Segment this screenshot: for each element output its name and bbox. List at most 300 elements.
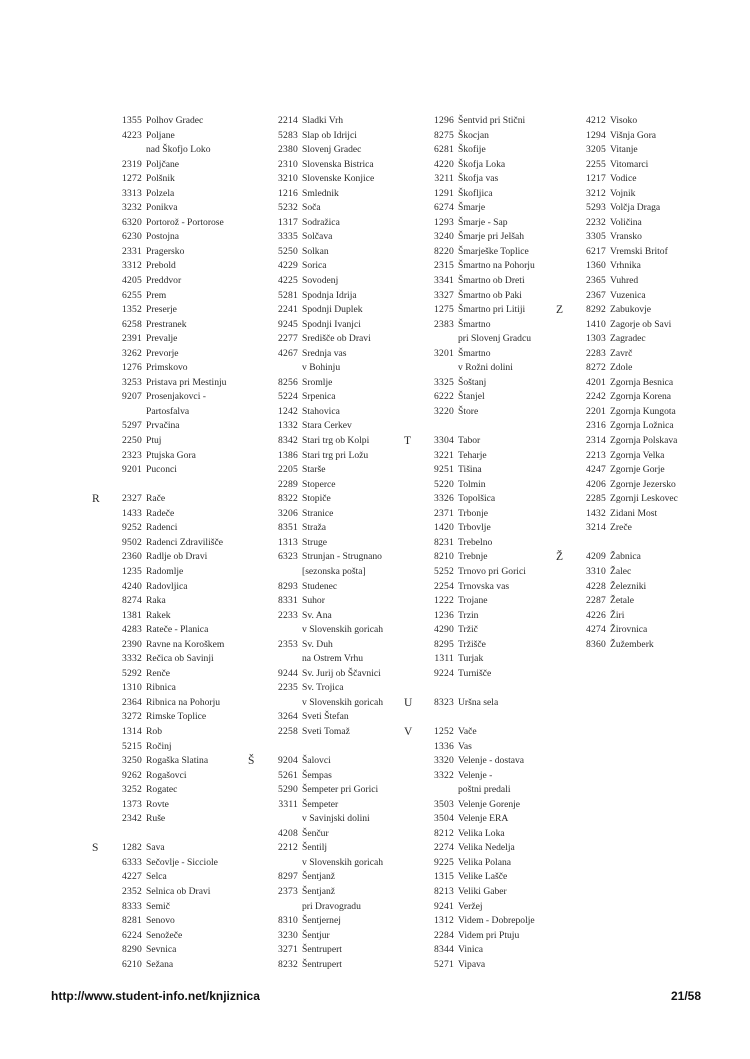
postal-code: 2360 (122, 551, 142, 563)
place-name: Šentvid pri Stični (458, 115, 526, 126)
postal-entry (100, 332, 250, 347)
postal-entry (100, 463, 250, 478)
postal-code: 4209 (586, 551, 606, 563)
postal-code: 8322 (278, 493, 298, 505)
place-name: Zidani Most (610, 507, 658, 519)
postal-code: 4283 (122, 624, 142, 636)
place-name: Šentjanž (302, 871, 336, 883)
postal-code: 4228 (586, 580, 606, 592)
place-name: Videm - Dobrepolje (458, 915, 535, 927)
postal-code: 6320 (122, 216, 142, 228)
place-name: Portorož - Portorose (146, 216, 224, 228)
postal-entry (412, 172, 562, 187)
section-letter: Ž (556, 551, 564, 564)
postal-entry (100, 798, 250, 813)
postal-entry (412, 550, 562, 565)
postal-code: 4225 (278, 275, 298, 287)
postal-entry (412, 841, 562, 856)
place-name: Žirovnica (610, 624, 648, 636)
postal-entry (412, 652, 562, 667)
postal-code: 1242 (278, 405, 298, 417)
postal-entry (100, 609, 250, 624)
place-name: Rakek (146, 609, 171, 621)
postal-code: 3322 (434, 769, 454, 781)
postal-entry (412, 609, 562, 624)
postal-entry (100, 652, 250, 667)
place-name: Solkan (302, 245, 329, 257)
postal-code: 1360 (586, 260, 606, 272)
section-letter: S (92, 842, 99, 855)
postal-code: 9241 (434, 900, 454, 912)
place-name: Slovenj Gradec (302, 144, 362, 156)
postal-code: 2250 (122, 435, 142, 447)
postal-code: 3252 (122, 784, 142, 796)
postal-code: 4206 (586, 478, 606, 490)
postal-entry (412, 274, 562, 289)
place-name: Radeče (146, 507, 175, 519)
place-name: Zgornje Gorje (610, 464, 665, 476)
place-name: Višnja Gora (610, 129, 657, 141)
postal-entry (412, 129, 562, 144)
place-name: Sveti Štefan (302, 711, 349, 723)
postal-code: 8231 (434, 536, 454, 548)
place-name: Volčja Draga (610, 202, 661, 214)
postal-code: 8210 (434, 551, 454, 563)
postal-code: 8292 (586, 304, 606, 316)
postal-entry (256, 492, 406, 507)
place-name: Velenje - dostava (458, 755, 525, 767)
place-name: Spodnji Ivanjci (302, 318, 361, 330)
place-name: Zavrč (610, 347, 633, 359)
place-name: Središče ob Dravi (302, 333, 371, 345)
place-name: Šmarje (458, 202, 486, 214)
postal-code: 5252 (434, 565, 454, 577)
postal-entry (100, 594, 250, 609)
postal-code: 5281 (278, 289, 298, 301)
place-name: Stahovica (302, 405, 340, 417)
postal-code: 2380 (278, 144, 298, 156)
place-name: Partosfalva (146, 405, 190, 417)
postal-entry (100, 870, 250, 885)
postal-entry (256, 201, 406, 216)
postal-code: 9207 (122, 391, 142, 403)
postal-entry (100, 245, 250, 260)
postal-code: 1352 (122, 304, 142, 316)
place-name: Prestranek (146, 318, 187, 330)
postal-entry-continuation (412, 332, 562, 347)
place-name: Rečica ob Savinji (146, 653, 214, 665)
postal-entry (256, 129, 406, 144)
postal-entry (100, 259, 250, 274)
postal-code: 8275 (434, 129, 454, 141)
postal-entry (412, 143, 562, 158)
place-name: Poljane (146, 129, 175, 141)
place-name: Šempeter pri Gorici (302, 784, 379, 796)
postal-entry (256, 958, 406, 973)
place-name: Vinica (458, 944, 483, 956)
place-name: Žabnica (610, 551, 641, 563)
postal-code: 1311 (434, 653, 454, 665)
postal-code: 1275 (434, 304, 454, 316)
postal-code: 2319 (122, 158, 142, 170)
postal-entry (256, 419, 406, 434)
postal-code: 2212 (278, 842, 298, 854)
postal-entry (564, 172, 714, 187)
postal-code: 1293 (434, 216, 454, 228)
place-name: Vrhnika (610, 260, 641, 272)
postal-code: 9225 (434, 856, 454, 868)
place-name: Vremski Britof (610, 245, 668, 257)
place-name: Veliki Gaber (458, 885, 507, 897)
postal-entry (564, 361, 714, 376)
place-name: pri Dravogradu (302, 900, 361, 912)
place-name: Vače (458, 725, 477, 737)
postal-entry (412, 856, 562, 871)
postal-entry (256, 536, 406, 551)
place-name: Zgornja Kungota (610, 405, 676, 417)
postal-code: 1420 (434, 522, 454, 534)
place-name: Prevalje (146, 333, 178, 345)
postal-code: 8360 (586, 638, 606, 650)
place-name: Prevorje (146, 347, 179, 359)
postal-code: 1310 (122, 682, 142, 694)
postal-code: 6224 (122, 929, 142, 941)
place-name: Polšnik (146, 173, 175, 185)
postal-code: 4267 (278, 347, 298, 359)
place-name: Uršna sela (458, 696, 499, 708)
place-name: v Rožni dolini (458, 362, 513, 374)
postal-entry (100, 710, 250, 725)
postal-entry (100, 725, 250, 740)
postal-entry (100, 580, 250, 595)
postal-code: 6217 (586, 245, 606, 257)
place-name: Trnovska vas (458, 580, 510, 592)
postal-entry (256, 143, 406, 158)
postal-code: 3212 (586, 187, 606, 199)
place-name: Turjak (458, 653, 484, 665)
place-name: Trebelno (458, 536, 493, 548)
postal-entry (256, 783, 406, 798)
place-name: Sromlje (302, 376, 333, 388)
postal-code: 9252 (122, 522, 142, 534)
postal-entry (564, 609, 714, 624)
postal-entry (564, 158, 714, 173)
postal-code: 3311 (278, 798, 298, 810)
postal-entry (412, 158, 562, 173)
postal-code: 3335 (278, 231, 298, 243)
postal-entry (412, 638, 562, 653)
postal-entry (256, 798, 406, 813)
postal-entry (564, 434, 714, 449)
section-spacer (412, 419, 562, 434)
place-name: Rob (146, 725, 162, 737)
postal-code: 6222 (434, 391, 454, 403)
postal-code: 5283 (278, 129, 298, 141)
place-name: Šmarješke Toplice (458, 245, 529, 257)
section-letter: U (404, 696, 413, 709)
postal-code: 3341 (434, 275, 454, 287)
postal-code: 4229 (278, 260, 298, 272)
place-name: Srednja vas (302, 347, 347, 359)
postal-entry (256, 885, 406, 900)
postal-entry (564, 332, 714, 347)
place-name: Strunjan - Strugnano (302, 551, 382, 563)
postal-entry (256, 667, 406, 682)
place-name: Sežana (146, 958, 174, 970)
postal-code: 4208 (278, 827, 298, 839)
postal-entry (256, 230, 406, 245)
postal-entry (412, 201, 562, 216)
postal-code: 1314 (122, 725, 142, 737)
postal-entry (100, 536, 250, 551)
postal-code: 4247 (586, 464, 606, 476)
postal-code: 2391 (122, 333, 142, 345)
postal-code: 8274 (122, 595, 142, 607)
place-name: Zreče (610, 522, 632, 534)
place-name: Pragersko (146, 245, 185, 257)
place-name: Poljčane (146, 158, 180, 170)
postal-entry (412, 769, 562, 784)
postal-entry (564, 289, 714, 304)
place-name: Žalec (610, 565, 632, 577)
place-name: Šmartno (458, 318, 491, 330)
place-name: Sava (146, 842, 165, 854)
postal-entry (100, 303, 250, 318)
place-name: Primskovo (146, 362, 188, 374)
place-name: Radovljica (146, 580, 188, 592)
postal-entry (564, 230, 714, 245)
place-name: Slovenska Bistrica (302, 158, 374, 170)
place-name: Zgornja Velka (610, 449, 665, 461)
postal-code: 3320 (434, 755, 454, 767)
postal-entry (100, 347, 250, 362)
place-name: Prebold (146, 260, 176, 272)
postal-entry (100, 434, 250, 449)
postal-entry (100, 449, 250, 464)
postal-code: 8272 (586, 362, 606, 374)
place-name: Šmartno (458, 347, 491, 359)
place-name: Stara Cerkev (302, 420, 352, 432)
place-name: Šalovci (302, 755, 331, 767)
postal-entry (412, 492, 562, 507)
footer-url[interactable]: http://www.student-info.net/knjiznica (51, 989, 260, 1003)
postal-code: 2283 (586, 347, 606, 359)
place-name: Rogatec (146, 784, 178, 796)
postal-entry (256, 187, 406, 202)
place-name: Struge (302, 536, 328, 548)
place-name: Zgornja Korena (610, 391, 672, 403)
postal-entry (556, 550, 714, 565)
postal-entry (412, 259, 562, 274)
place-name: Sodražica (302, 216, 340, 228)
place-name: Sv. Trojica (302, 682, 344, 694)
section-spacer (100, 478, 250, 493)
postal-code: 9201 (122, 464, 142, 476)
postal-entry (100, 390, 250, 405)
place-name: Zdole (610, 362, 633, 374)
postal-entry (100, 812, 250, 827)
postal-entry (100, 667, 250, 682)
postal-code: 2316 (586, 420, 606, 432)
postal-code: 3211 (434, 173, 454, 185)
postal-code: 8344 (434, 944, 454, 956)
postal-code: 4205 (122, 275, 142, 287)
place-name: Pristava pri Mestinju (146, 376, 227, 388)
postal-entry (564, 594, 714, 609)
postal-entry (100, 914, 250, 929)
place-name: Zagradec (610, 333, 646, 345)
section-spacer (412, 681, 562, 696)
postal-code: 5232 (278, 202, 298, 214)
postal-entry (100, 900, 250, 915)
place-name: Solčava (302, 231, 333, 243)
postal-entry (256, 172, 406, 187)
postal-entry (100, 783, 250, 798)
postal-list-column-2 (248, 114, 406, 972)
place-name: Studenec (302, 580, 338, 592)
place-name: Žetale (610, 595, 634, 607)
postal-entry (256, 594, 406, 609)
postal-entry (100, 623, 250, 638)
postal-code: 1312 (434, 915, 454, 927)
postal-entry (256, 681, 406, 696)
postal-entry (564, 405, 714, 420)
place-name: Stoperce (302, 478, 336, 490)
postal-entry (256, 841, 406, 856)
place-name: Ponikva (146, 202, 178, 214)
place-name: Šentilj (302, 842, 328, 854)
place-name: v Bohinju (302, 362, 341, 374)
place-name: Selnica ob Dravi (146, 885, 211, 897)
postal-code: 1386 (278, 449, 298, 461)
postal-entry (256, 245, 406, 260)
postal-code: 3201 (434, 347, 454, 359)
place-name: Šentrupert (302, 944, 342, 956)
postal-code: 1294 (586, 129, 606, 141)
postal-code: 3313 (122, 187, 142, 199)
postal-entry (100, 696, 250, 711)
postal-entry (256, 405, 406, 420)
place-name: Preserje (146, 304, 177, 316)
postal-entry (412, 521, 562, 536)
postal-code: 9502 (122, 536, 142, 548)
postal-entry (412, 376, 562, 391)
postal-code: 1373 (122, 798, 142, 810)
postal-entry (412, 943, 562, 958)
postal-entry (256, 289, 406, 304)
postal-entry (256, 914, 406, 929)
place-name: Šmarje pri Jelšah (458, 231, 525, 243)
postal-entry (256, 580, 406, 595)
postal-code: 2235 (278, 682, 298, 694)
place-name: Rimske Toplice (146, 711, 207, 723)
place-name: Videm pri Ptuju (458, 929, 520, 941)
postal-entry (564, 216, 714, 231)
postal-entry (564, 449, 714, 464)
place-name: Sv. Ana (302, 609, 332, 621)
postal-code: 3272 (122, 711, 142, 723)
postal-code: 8297 (278, 871, 298, 883)
place-name: Spodnja Idrija (302, 289, 357, 301)
postal-entry (256, 449, 406, 464)
postal-entry (256, 478, 406, 493)
postal-code: 5224 (278, 391, 298, 403)
postal-entry (92, 492, 250, 507)
postal-code: 2213 (586, 449, 606, 461)
section-spacer (564, 536, 714, 551)
postal-entry (564, 245, 714, 260)
place-name: Sovodenj (302, 275, 339, 287)
postal-code: 5290 (278, 784, 298, 796)
place-name: Vuzenica (610, 289, 646, 301)
postal-entry (100, 929, 250, 944)
place-name: Sevnica (146, 944, 177, 956)
postal-code: 4212 (586, 115, 606, 126)
place-name: Velenje Gorenje (458, 798, 521, 810)
section-letter: T (404, 435, 412, 448)
postal-entry (564, 259, 714, 274)
section-spacer (412, 710, 562, 725)
postal-entry (100, 172, 250, 187)
postal-entry (412, 289, 562, 304)
place-name: Šmartno pri Litiji (458, 304, 526, 316)
postal-entry (100, 565, 250, 580)
place-name: Žužemberk (610, 638, 654, 650)
postal-code: 8295 (434, 638, 454, 650)
place-name: v Slovenskih goricah (302, 696, 384, 708)
place-name: Velika Nedelja (458, 842, 515, 854)
postal-code: 2258 (278, 725, 298, 737)
place-name: Trojane (458, 595, 488, 607)
postal-code: 2233 (278, 609, 298, 621)
postal-entry (256, 609, 406, 624)
place-name: Radenci (146, 522, 178, 534)
postal-code: 2277 (278, 333, 298, 345)
place-name: Šempeter (302, 798, 339, 810)
postal-entry (256, 434, 406, 449)
postal-code: 3304 (434, 435, 454, 447)
postal-code: 2390 (122, 638, 142, 650)
postal-code: 8220 (434, 245, 454, 257)
postal-entry (412, 958, 562, 973)
postal-code: 2373 (278, 885, 298, 897)
place-name: Zgornja Polskava (610, 435, 678, 447)
place-name: Ribnica na Pohorju (146, 696, 221, 708)
place-name: Smlednik (302, 187, 339, 199)
postal-code: 1216 (278, 187, 298, 199)
postal-code: 3206 (278, 507, 298, 519)
postal-entry (256, 259, 406, 274)
postal-entry (100, 376, 250, 391)
postal-entry (564, 347, 714, 362)
postal-entry (100, 114, 250, 129)
postal-code: 2205 (278, 464, 298, 476)
postal-entry (100, 216, 250, 231)
postal-entry (256, 332, 406, 347)
postal-entry (564, 638, 714, 653)
postal-entry (256, 638, 406, 653)
postal-code: 2242 (586, 391, 606, 403)
place-name: Srpenica (302, 391, 336, 403)
postal-entry (412, 885, 562, 900)
postal-code: 3332 (122, 653, 142, 665)
place-name: Raka (146, 595, 166, 607)
postal-code: 1410 (586, 318, 606, 330)
place-name: Polzela (146, 187, 175, 199)
place-name: Trebnje (458, 551, 488, 563)
postal-entry (564, 419, 714, 434)
postal-entry (564, 580, 714, 595)
